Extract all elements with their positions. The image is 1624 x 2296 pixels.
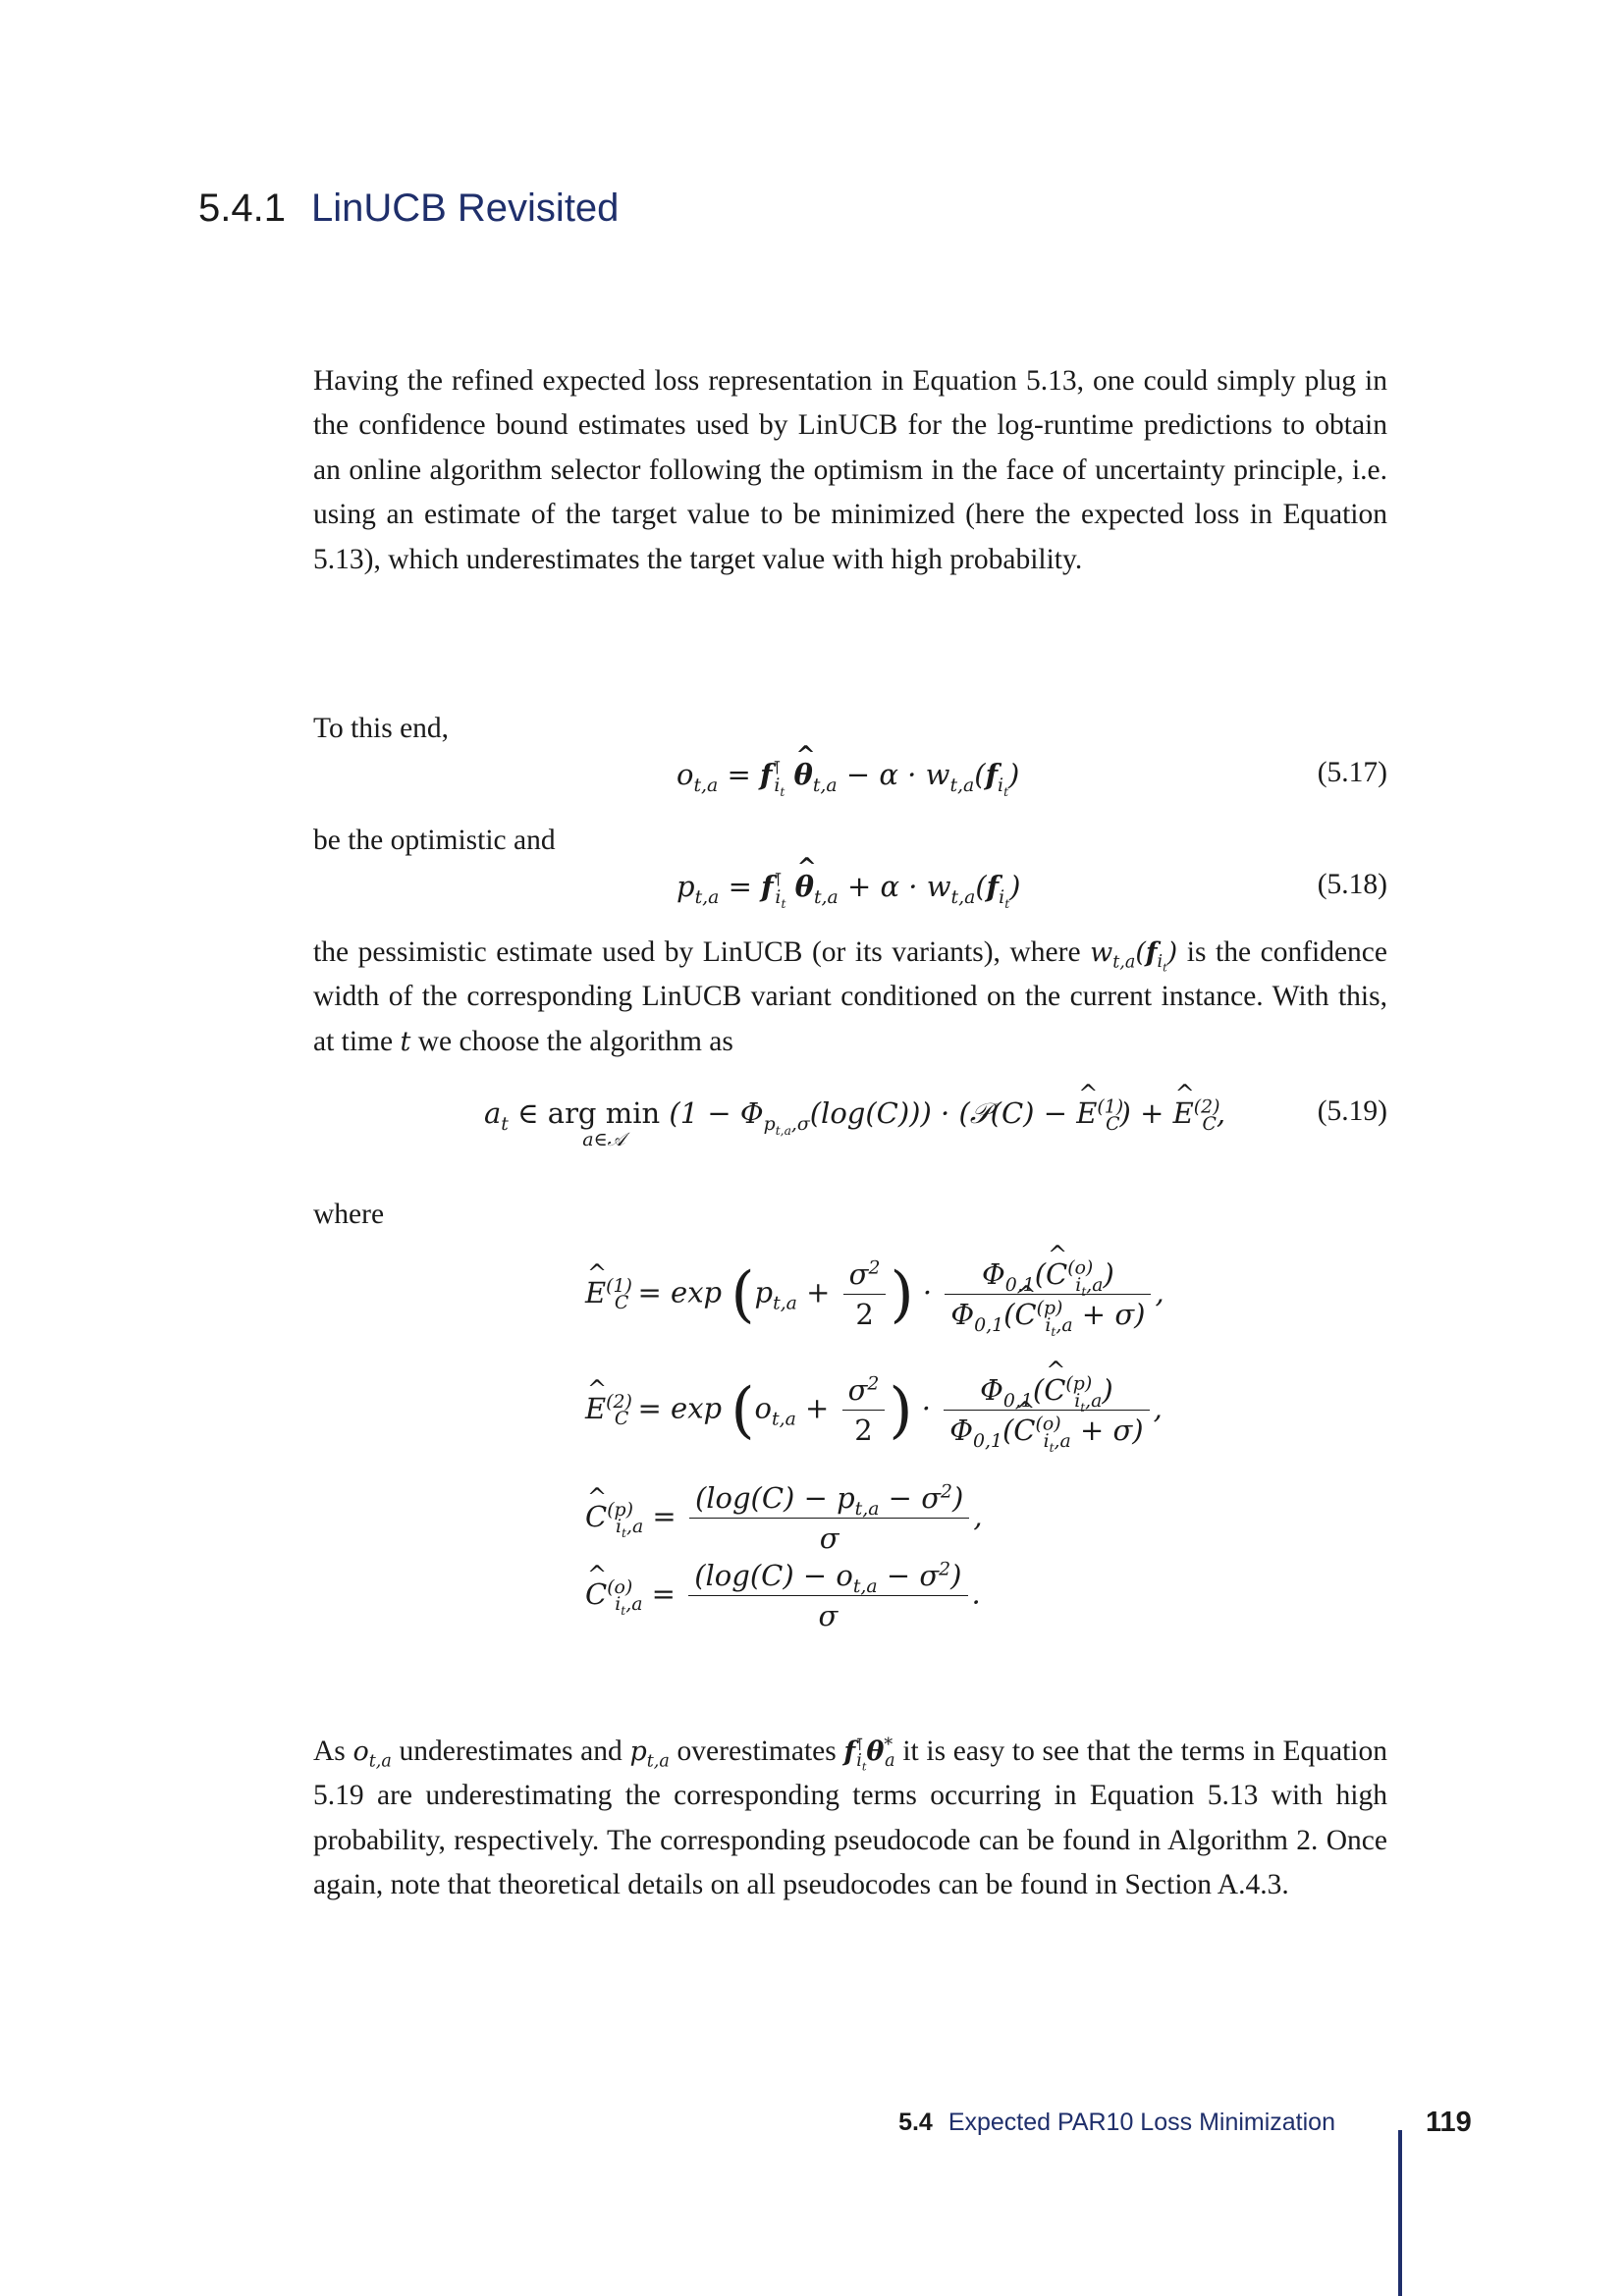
paragraph-intro: Having the refined expected loss representation in Equation 5.13, one could simply plug in the confidence bound estimates used by LinUCB for the log-runtime predictions to obtain an online algorithm selector following the optimism in the face of uncertainty principle, i.e. using an estimate of the target value to be minimized (here the expected loss in Equation 5.13), which underestimates the target value with high probability. bbox=[313, 365, 1387, 575]
p4-text-a: the pessimistic estimate used by LinUCB (or its variants), where bbox=[313, 936, 1091, 968]
inline-math-f-theta: $f^⊺_{i_t}\theta^*_a$ bbox=[843, 1735, 895, 1774]
p6-text-c: overestimates bbox=[669, 1735, 844, 1767]
section-title: LinUCB Revisited bbox=[310, 187, 620, 230]
equation-number-5-19: (5.19) bbox=[1317, 1095, 1387, 1127]
paragraph-to-this-end: To this end, bbox=[313, 713, 450, 744]
section-heading bbox=[198, 183, 619, 234]
definition-cp: ^ $C^{(p)}_{i_t,a}$ = $\frac{(\log(C) - p_{t,a} - \sigma^2)}{\sigma}$ , bbox=[585, 1478, 983, 1558]
inline-math-t: t bbox=[400, 1026, 411, 1057]
equation-number-5-18: (5.18) bbox=[1317, 869, 1387, 900]
inline-math-o: $o_{t,a}$ bbox=[352, 1736, 392, 1772]
p6-text-a: As bbox=[313, 1735, 353, 1767]
equation-5-19-body: $a_t$ ∈ arg min a∈𝒜 $(1 - \Phi_{p_{t,a},\sigma}(\log(C)))$ · (𝒫(C) − ^ $E^{(1)}_C$) + ^ $E^{(2)}_C$, bbox=[484, 1094, 1225, 1147]
page-number: 119 bbox=[1426, 2107, 1472, 2138]
equation-5-18 bbox=[313, 865, 1387, 911]
paragraph-pessimistic bbox=[313, 931, 1387, 1064]
p6-text-b: underestimates and bbox=[391, 1735, 630, 1767]
definition-e2: ^ $E^{(2)}_C = \exp (o_{t,a}$ + $\frac{\sigma^2}{2}$ ) · $\frac{\Phi_{0,1}(\^{} C^{(p)}_{i_t,a})}{\Phi_{0,1}(\^{} C^{(o)}_{i_t,a} + \sigma)}$ , bbox=[585, 1370, 1163, 1450]
equation-5-17-body: $o_{t,a} = f^⊺_{i_t}$ ^ $\theta_{t,a} - \alpha \cdot w_{t,a}(f_{i_t})$ bbox=[677, 755, 1019, 794]
section-number: 5.4.1 bbox=[198, 187, 286, 230]
footer-section-title: Expected PAR10 Loss Minimization bbox=[947, 2109, 1335, 2136]
equation-5-17 bbox=[313, 753, 1387, 799]
running-footer bbox=[898, 2109, 1335, 2137]
inline-math-width: $w_{t,a}(f_{i_t})$ bbox=[1090, 937, 1178, 975]
p4-text-c: we choose the algorithm as bbox=[410, 1025, 733, 1057]
equation-number-5-17: (5.17) bbox=[1317, 757, 1387, 788]
footer-rule bbox=[1398, 2130, 1402, 2296]
equation-5-19 bbox=[313, 1094, 1387, 1162]
inline-math-p: $p_{t,a}$ bbox=[629, 1736, 670, 1772]
p4-text-b: is the confidence width of the corresponding LinUCB variant conditioned on the current instance. With this, at time bbox=[313, 936, 1387, 1057]
definition-co: ^ $C^{(o)}_{i_t,a}$ = $\frac{(\log(C) - o_{t,a} - \sigma^2)}{\sigma}$ . bbox=[585, 1556, 981, 1635]
footer-section-number: 5.4 bbox=[898, 2109, 933, 2136]
p6-text-d: it is easy to see that the terms in Equation 5.19 are underestimating the corresponding terms occurring in Equation 5.13 with high probability, respectively. The corresponding pseudocode can be found in Algorithm 2. Once again, note that theoretical details on all pseudocodes can be found in Section A.4.3. bbox=[313, 1735, 1387, 1901]
equation-5-18-body: $p_{t,a} = f^⊺_{i_t}$ ^ $\theta_{t,a} + \alpha \cdot w_{t,a}(f_{i_t})$ bbox=[677, 867, 1020, 906]
paragraph-optimistic: be the optimistic and bbox=[313, 825, 556, 856]
paragraph-conclusion bbox=[313, 1730, 1387, 1908]
definition-e1: ^ $E^{(1)}_C = \exp (p_{t,a}$ + $\frac{\sigma^2}{2}$ ) · $\frac{\Phi_{0,1}(\^{} C^{(o)}_{i_t,a})}{\Phi_{0,1}(\^{} C^{(p)}_{i_t,a} + \sigma)}$ , bbox=[585, 1255, 1164, 1334]
paragraph-where: where bbox=[313, 1199, 385, 1230]
